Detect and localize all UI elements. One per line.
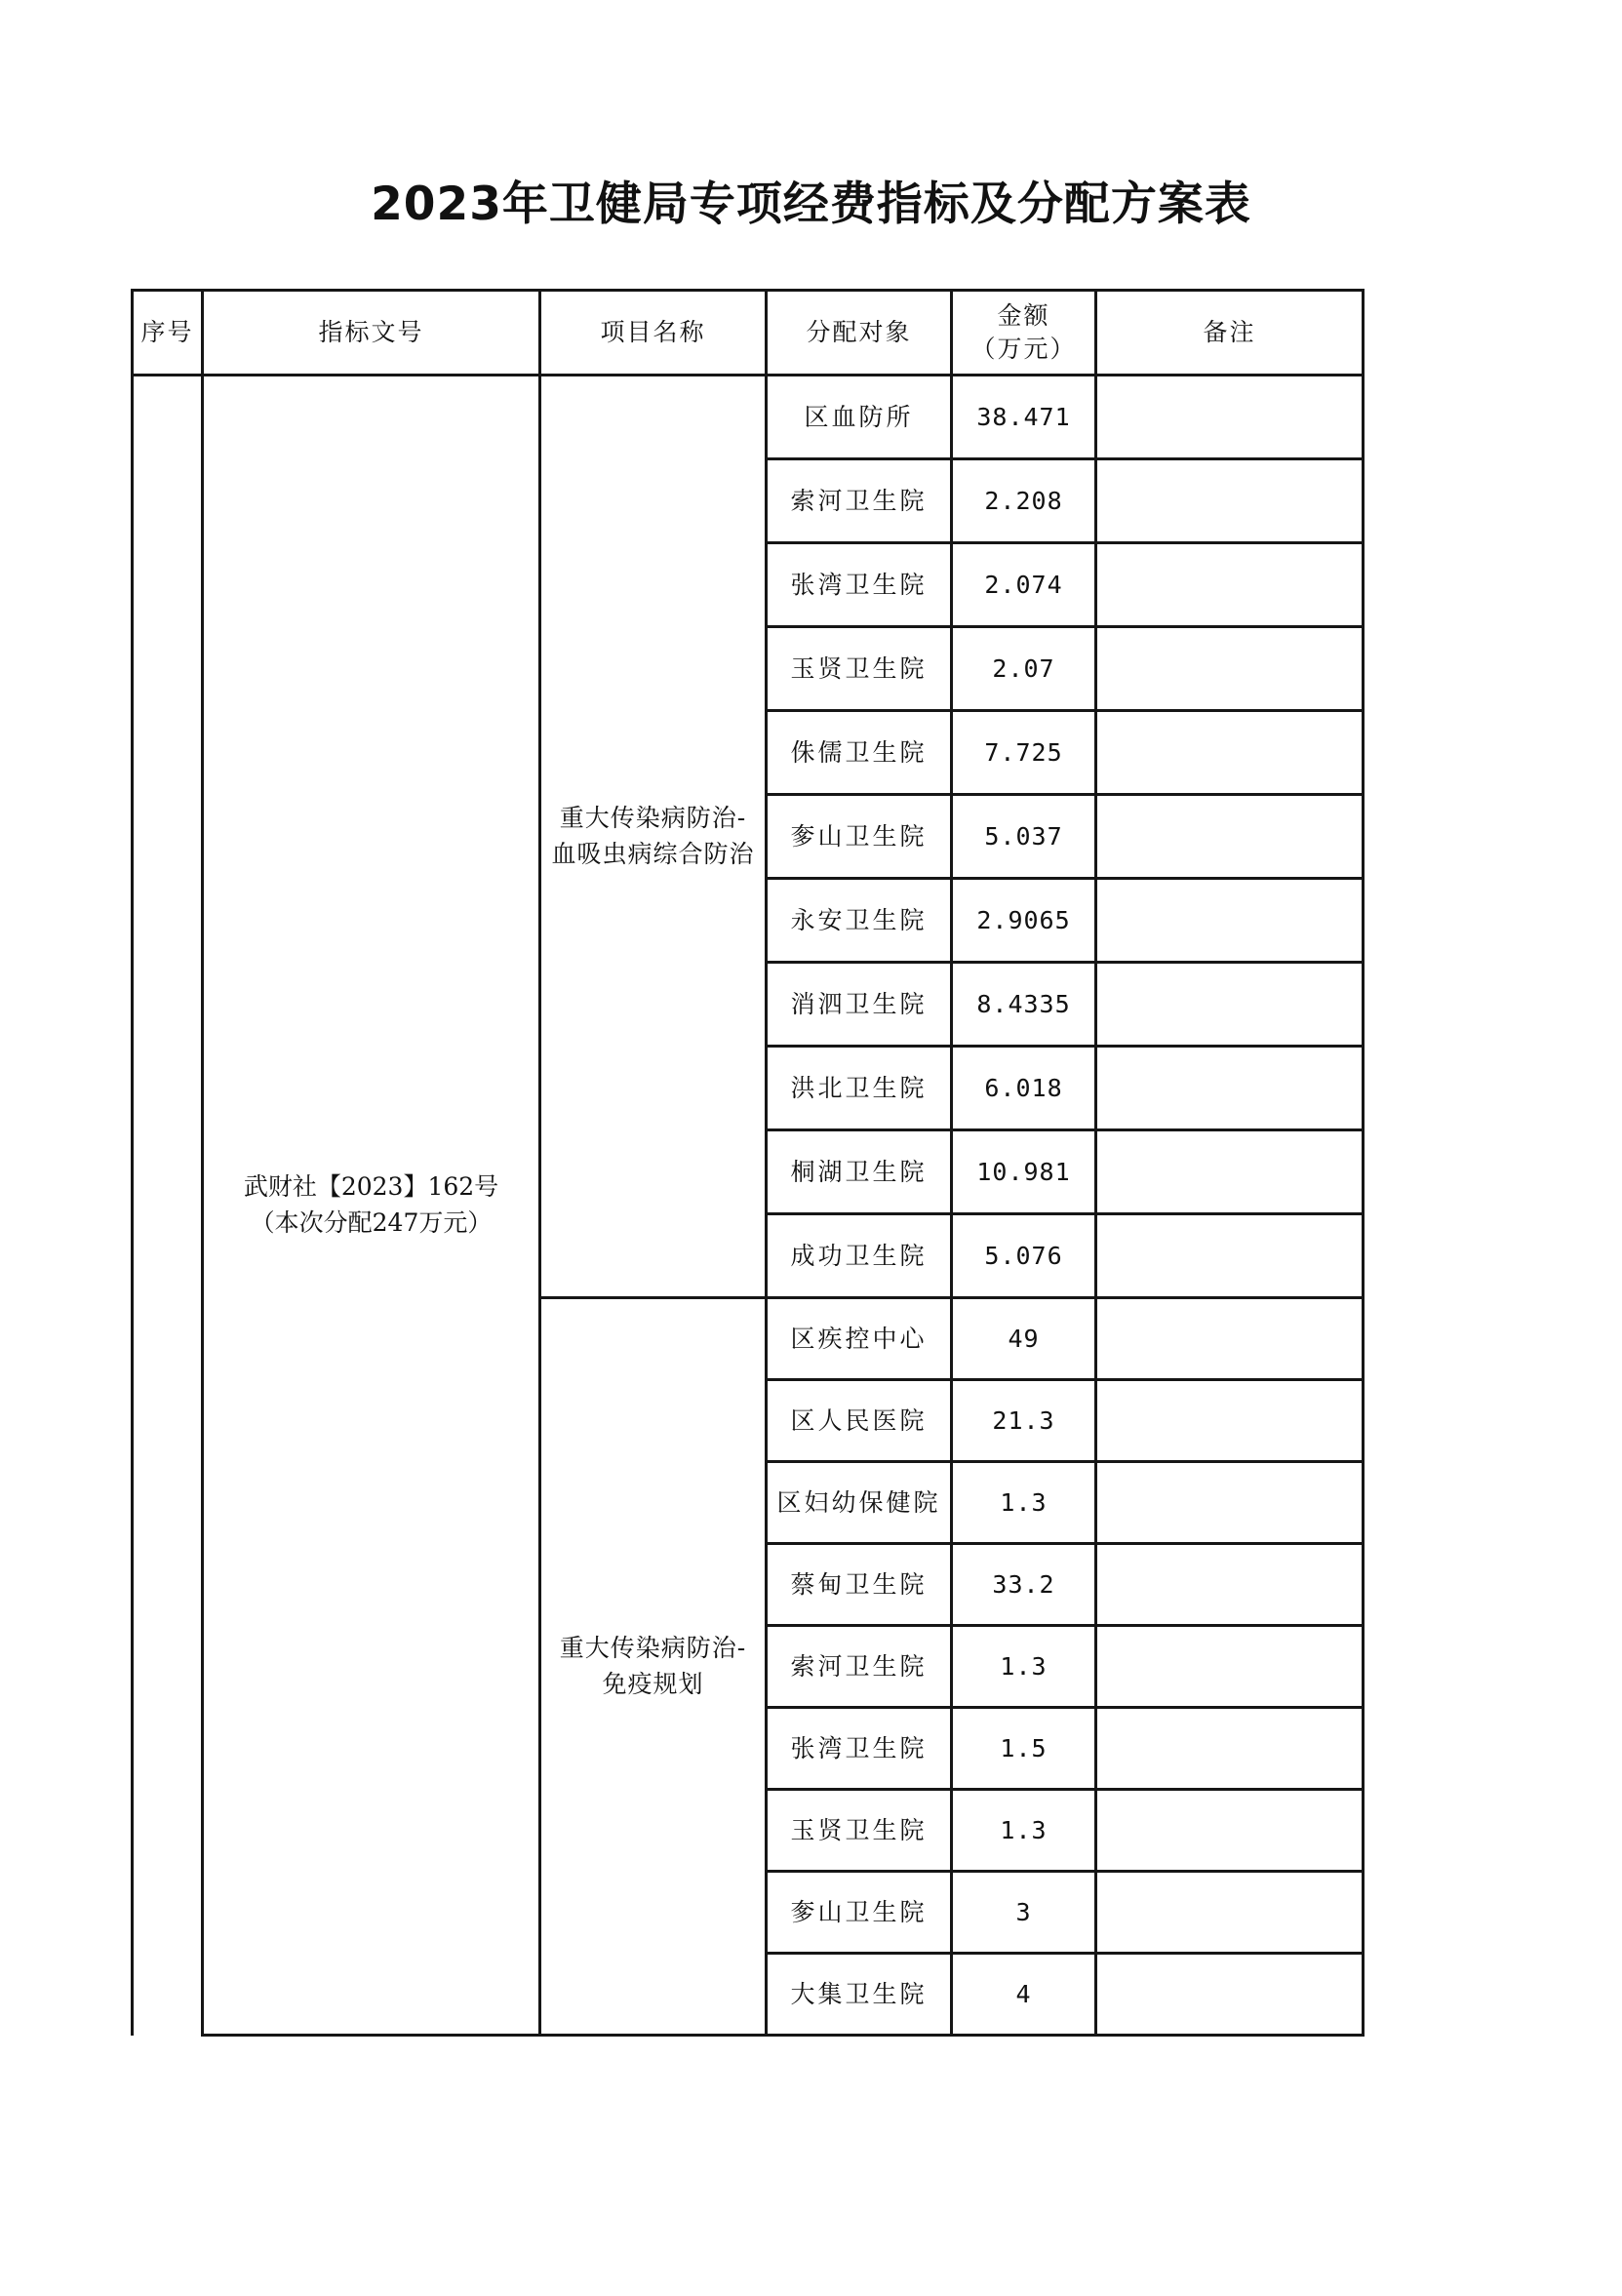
amount-cell: 38.471 <box>952 376 1096 459</box>
amount-cell: 1.3 <box>952 1790 1096 1872</box>
note-cell <box>1096 1380 1364 1462</box>
amount-cell: 4 <box>952 1954 1096 2036</box>
amount-cell: 8.4335 <box>952 963 1096 1047</box>
note-cell <box>1096 879 1364 963</box>
target-cell: 索河卫生院 <box>767 1626 952 1708</box>
header-note: 备注 <box>1096 291 1364 376</box>
header-seq: 序号 <box>133 291 203 376</box>
allocation-table <box>131 289 1365 2037</box>
note-cell <box>1096 1790 1364 1872</box>
note-cell <box>1096 1708 1364 1790</box>
amount-cell: 2.9065 <box>952 879 1096 963</box>
target-cell: 区疾控中心 <box>767 1298 952 1380</box>
note-cell <box>1096 1954 1364 2036</box>
note-cell <box>1096 459 1364 543</box>
header-project: 项目名称 <box>540 291 767 376</box>
header-amount <box>952 291 1096 376</box>
header-amount-line2: （万元） <box>970 335 1077 363</box>
amount-cell: 33.2 <box>952 1544 1096 1626</box>
target-cell: 张湾卫生院 <box>767 543 952 627</box>
note-cell <box>1096 627 1364 711</box>
table-row <box>133 376 1364 459</box>
target-cell: 侏儒卫生院 <box>767 711 952 795</box>
target-cell: 蔡甸卫生院 <box>767 1544 952 1626</box>
doc-ref-cell <box>203 376 540 2036</box>
amount-cell: 2.07 <box>952 627 1096 711</box>
project-name-cell: 重大传染病防治-免疫规划 <box>540 1298 767 2036</box>
amount-cell: 7.725 <box>952 711 1096 795</box>
doc-ref-number: 武财社【2023】162号 <box>243 1172 499 1202</box>
target-cell: 桐湖卫生院 <box>767 1130 952 1214</box>
target-cell: 洪北卫生院 <box>767 1047 952 1130</box>
target-cell: 区血防所 <box>767 376 952 459</box>
target-cell: 索河卫生院 <box>767 459 952 543</box>
amount-cell: 5.037 <box>952 795 1096 879</box>
note-cell <box>1096 1214 1364 1298</box>
amount-cell: 5.076 <box>952 1214 1096 1298</box>
note-cell <box>1096 1462 1364 1544</box>
note-cell <box>1096 543 1364 627</box>
amount-cell: 1.3 <box>952 1626 1096 1708</box>
amount-cell: 3 <box>952 1872 1096 1954</box>
note-cell <box>1096 795 1364 879</box>
note-cell <box>1096 1626 1364 1708</box>
target-cell: 奓山卫生院 <box>767 795 952 879</box>
page-title: 2023年卫健局专项经费指标及分配方案表 <box>371 178 1251 231</box>
seq-cell <box>133 376 203 2036</box>
header-target: 分配对象 <box>767 291 952 376</box>
table-header-row <box>133 291 1364 376</box>
note-cell <box>1096 963 1364 1047</box>
note-cell <box>1096 1130 1364 1214</box>
target-cell: 区妇幼保健院 <box>767 1462 952 1544</box>
amount-cell: 6.018 <box>952 1047 1096 1130</box>
amount-cell: 2.074 <box>952 543 1096 627</box>
amount-cell: 49 <box>952 1298 1096 1380</box>
target-cell: 奓山卫生院 <box>767 1872 952 1954</box>
note-cell <box>1096 711 1364 795</box>
target-cell: 消泗卫生院 <box>767 963 952 1047</box>
target-cell: 成功卫生院 <box>767 1214 952 1298</box>
target-cell: 玉贤卫生院 <box>767 627 952 711</box>
amount-cell: 2.208 <box>952 459 1096 543</box>
target-cell: 永安卫生院 <box>767 879 952 963</box>
target-cell: 玉贤卫生院 <box>767 1790 952 1872</box>
doc-ref-allocation: （本次分配247万元） <box>250 1207 493 1237</box>
note-cell <box>1096 1298 1364 1380</box>
note-cell <box>1096 1047 1364 1130</box>
target-cell: 大集卫生院 <box>767 1954 952 2036</box>
amount-cell: 1.3 <box>952 1462 1096 1544</box>
amount-cell: 21.3 <box>952 1380 1096 1462</box>
target-cell: 张湾卫生院 <box>767 1708 952 1790</box>
target-cell: 区人民医院 <box>767 1380 952 1462</box>
amount-cell: 1.5 <box>952 1708 1096 1790</box>
header-doc-no: 指标文号 <box>203 291 540 376</box>
header-amount-line1: 金额 <box>997 301 1050 331</box>
amount-cell: 10.981 <box>952 1130 1096 1214</box>
note-cell <box>1096 1872 1364 1954</box>
note-cell <box>1096 376 1364 459</box>
project-name-cell: 重大传染病防治-血吸虫病综合防治 <box>540 376 767 1298</box>
note-cell <box>1096 1544 1364 1626</box>
